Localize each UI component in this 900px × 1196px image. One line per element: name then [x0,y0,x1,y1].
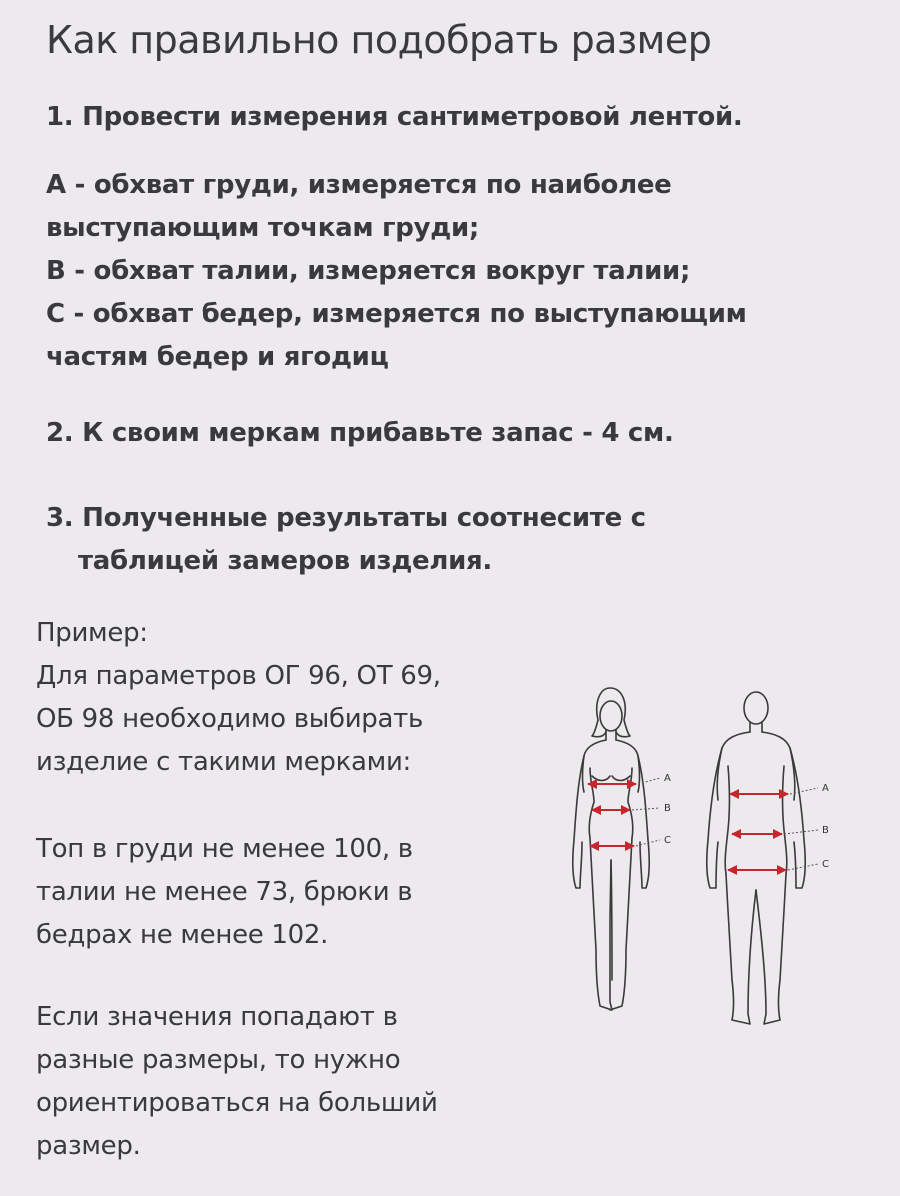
example-block: Пример: Для параметров ОГ 96, ОТ 69, ОБ 98 необходимо выбирать изделие с такими мерками: [36,612,441,784]
male-label-a: A [822,783,829,794]
female-label-a: A [664,773,671,784]
measurement-descriptions [46,164,747,379]
female-label-b: B [664,803,671,814]
male-silhouette-icon [707,692,806,1024]
measure-line-c2: частям бедер и ягодиц [46,342,389,372]
body-measurement-figure [560,680,860,1040]
measure-line-b: В - обхват талии, измеряется вокруг талии; [46,256,691,286]
step-2: 2. К своим меркам прибавьте запас - 4 см. [46,418,674,448]
measure-line-a2: выступающим точкам груди; [46,213,479,243]
measure-line-a1: А - обхват груди, измеряется по наиболее [46,170,672,200]
example-heading: Пример: [36,618,148,648]
female-silhouette-icon [573,688,650,1010]
page-title: Как правильно подобрать размер [46,18,712,62]
male-measure-arrows [728,794,788,870]
step-3: 3. Полученные результаты соотнесите с таблицей замеров изделия. [46,503,646,576]
male-label-b: B [822,825,829,836]
step-1: 1. Провести измерения сантиметровой лентой. [46,102,743,132]
measure-line-c1: С - обхват бедер, измеряется по выступающим [46,299,747,329]
result-block: Топ в груди не менее 100, в талии не менее 73, брюки в бедрах не менее 102. [36,834,413,950]
male-label-c: C [822,859,829,870]
female-label-c: C [664,835,671,846]
note-block: Если значения попадают в разные размеры, то нужно ориентироваться на больший размер. [36,1002,438,1161]
